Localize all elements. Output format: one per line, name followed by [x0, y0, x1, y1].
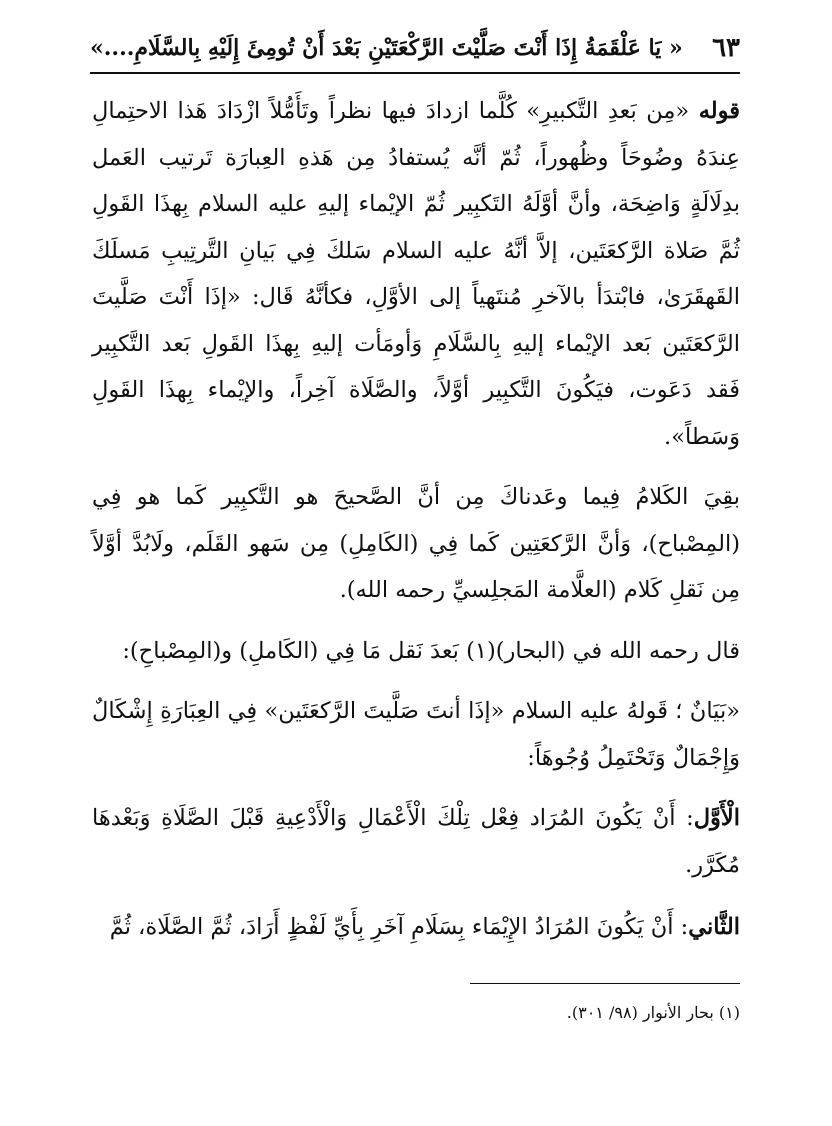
paragraph-2-text: بقِيَ الكَلامُ فِيما وعَدناكَ مِن أنَّ الصَّحيحَ هو التَّكبِير كَما هو فِي (المِصْباح)، وَأنَّ الرَّكعَتِين كَما فِي (الكَامِلِ) مِن سَهو القَلَم، ولَابُدَّ أوَّلاً مِن نَقلِ كَلام (العلَّامة المَجلِسيِّ رحمه الله). — [92, 484, 740, 603]
paragraph-3 — [92, 628, 740, 675]
paragraph-5-text: : أَنْ يَكُونَ المُرَاد فِعْل تِلْكَ الْأَعْمَالِ وَالْأَدْعِيةِ قَبْلَ الصَّلَاةِ وَبَعْدهَا مُكَرَّر. — [92, 805, 740, 878]
paragraph-2 — [92, 474, 740, 614]
paragraph-6-lead: الثَّاني — [688, 914, 740, 940]
paragraph-4 — [92, 688, 740, 781]
paragraph-5 — [92, 795, 740, 888]
page-header — [90, 28, 740, 74]
paragraph-5-lead: الْأَوَّل — [693, 805, 740, 831]
footnote-divider — [470, 983, 740, 984]
running-title: « يَا عَلْقَمَةُ إِذَا أَنْتَ صَلَّيْتَ الرَّكْعَتَيْنِ بَعْدَ أَنْ تُومِئَ إِلَيْهِ بِالسَّلَامِ....» — [90, 35, 683, 61]
page-number: ٦٣ — [712, 33, 740, 63]
paragraph-1 — [92, 88, 740, 460]
paragraph-3-text: قال رحمه الله في (البحار)(١) بَعدَ نَقل مَا فِي (الكَاملِ) و(المِصْباحِ): — [122, 637, 740, 664]
paragraph-1-text: «مِن بَعدِ التَّكبيرِ» كُلَّما ازدادَ فيها نظراً وتَأَمُّلاً ازْدَادَ هَذا الاحتِمالِ عِندَهُ وضُوحَاً وظُهوراً، ثُمّ أنَّه يُستفادُ مِن هَذهِ العِبارَة تَرتيب العَمل بدِلَالَةٍ وَاضِحَة، وأنَّ أوَّلَهُ التَكبِير ثُمّ الإيْماء إليهِ عليه السلام بِهذَا القَولِ ثُمَّ صَلاة الرَّكعَتَين، إلاَّ أنَّهُ عليه السلام سَلكَ فِي بَيانِ التَّرتِيبِ مَسلَكَ القَهقَرَىٰ، فابْتدَأ بالآخرِ مُنتَهياً إلى الأوَّلِ، فكأنَّهُ قَال: «إذَا أَنْتَ صَلَّيتَ الرَّكعَتَين بَعد الإيْماء إليهِ بِالسَّلَامِ وَأومَأت إليهِ بِهذَا القَولِ بَعد التَّكبِير فَقد دَعَوت، فيَكُونَ التَّكبِير أوَّلاً، والصَّلَاة آخِراً، والإيْماء بِهذَا القَولِ وَسَطاً». — [92, 98, 740, 450]
paragraph-6-text: : أَنْ يَكُونَ المُرَادُ الإِيْمَاء بِسَلَامِ آخَرِ بِأَيِّ لَفْظٍ أَرَادَ، ثُمَّ الصَّلَاة، ثُمَّ — [109, 914, 689, 940]
paragraph-6 — [92, 904, 740, 951]
footnote — [92, 1000, 740, 1026]
footnote-text: (١) بحار الأنوار (٩٨/ ٣٠١). — [566, 1003, 740, 1022]
paragraph-1-lead: قوله — [698, 98, 740, 124]
paragraph-4-text: «بَيَانٌ ؛ قَولهُ عليه السلام «إذَا أنتَ صَلَّيتَ الرَّكعَتَين» فِي العِبَارَةِ إِشْكَالٌ وَإِجْمَالٌ وَتَحْتَمِلُ وُجُوهَاً: — [92, 698, 740, 771]
body-text — [92, 88, 740, 951]
